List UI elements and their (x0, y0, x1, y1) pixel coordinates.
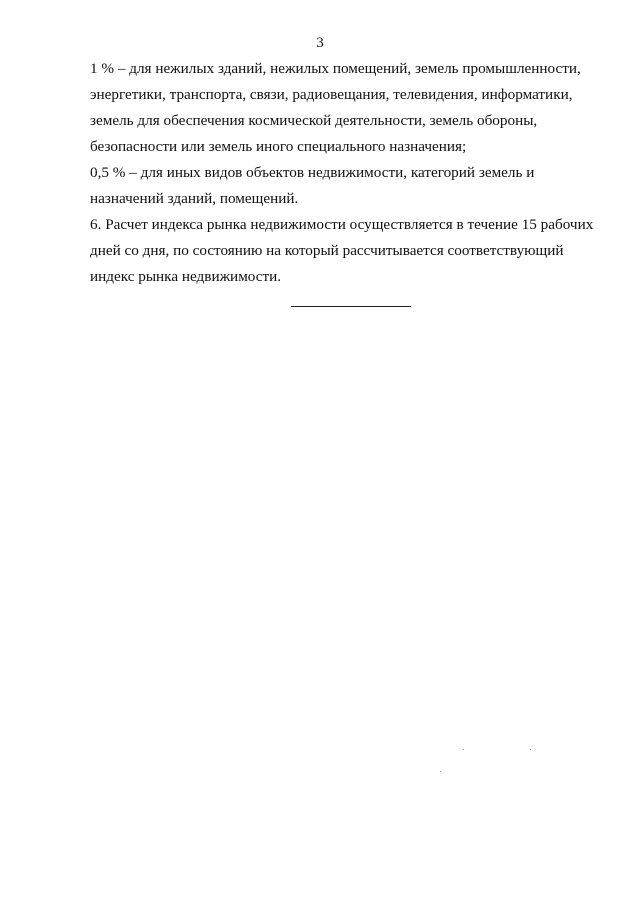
paragraph-line: 1 % – для нежилых зданий, нежилых помещений, земель (90, 60, 459, 77)
scan-speck (530, 749, 531, 750)
paragraph-line: и назначений зданий, помещений. (90, 164, 535, 207)
paragraph-line: 6. Расчет индекса рынка недвижимости осуществляется в течение (90, 216, 518, 233)
paragraph-line: 0,5 % – для иных видов объектов недвижимости, категорий земель (90, 164, 523, 181)
paragraph-line: информатики, земель для обеспечения космической деятельности, земель (90, 86, 573, 129)
scan-speck (440, 771, 441, 772)
paragraph-rate-one-percent (90, 56, 609, 160)
paragraph-line: промышленности, энергетики, транспорта, связи, радиовещания, телевидения, (90, 60, 581, 103)
paragraph-line: 15 рабочих дней со дня, по состоянию на который рассчитывается (90, 216, 594, 259)
page-number: 3 (316, 35, 324, 51)
document-body (90, 56, 609, 290)
scan-speck (463, 749, 464, 750)
paragraph-line: соответствующий индекс рынка недвижимости. (90, 242, 564, 285)
paragraph-item-six (90, 212, 609, 290)
paragraph-rate-half-percent (90, 160, 609, 212)
end-separator-line (291, 306, 411, 307)
paragraph-line: обороны, безопасности или земель иного специального назначения; (90, 112, 538, 155)
